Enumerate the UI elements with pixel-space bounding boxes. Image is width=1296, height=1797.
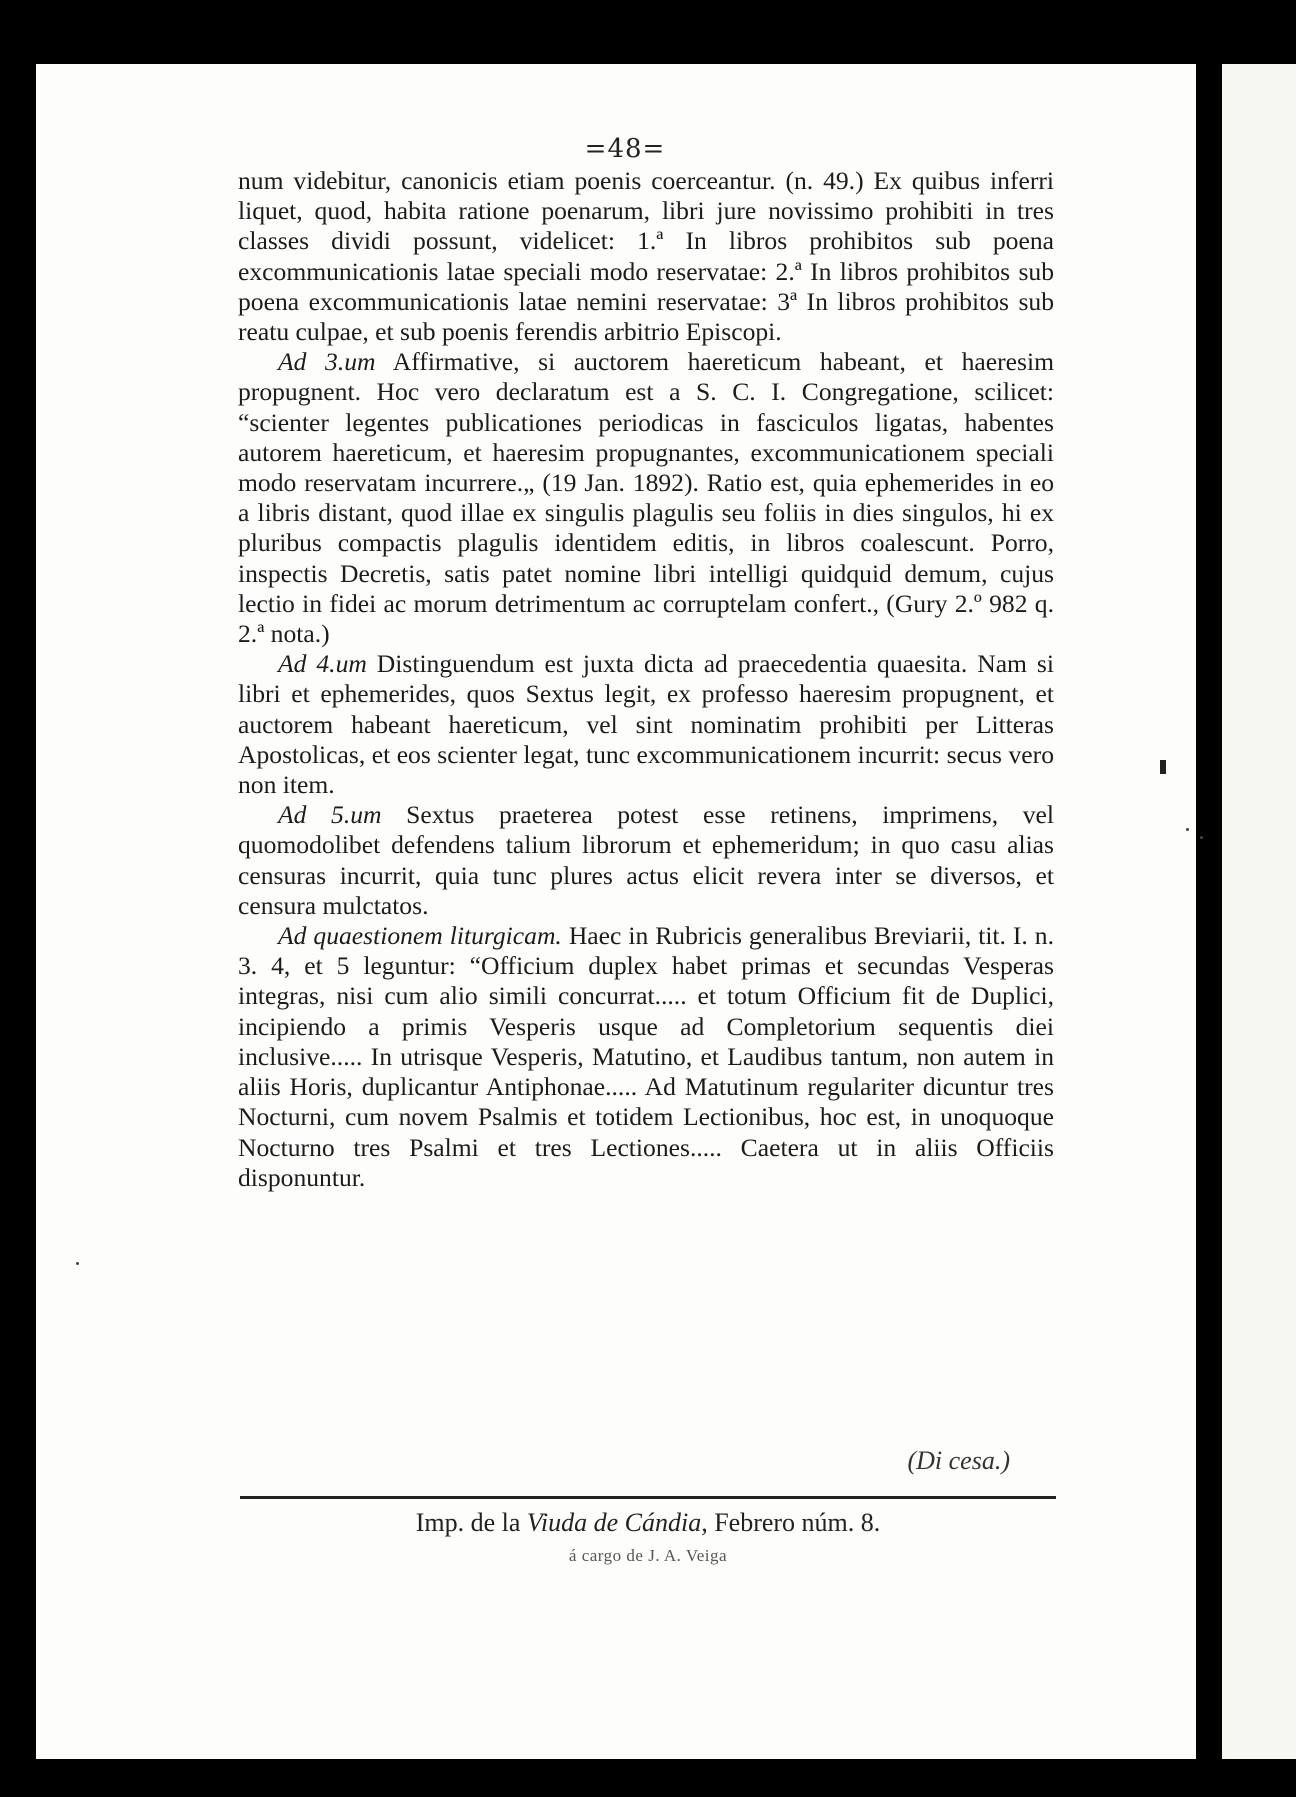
- scan-mark: [1160, 760, 1166, 774]
- paragraph-lead: Ad quaestionem liturgicam.: [278, 921, 562, 951]
- paragraph-text: Sextus praeterea potest esse retinens, imprimens, vel quomodolibet defendens talium librorum et ephemeridum; in quo casu alias censuras incurrit, quia tunc plures actus elicit revera inter se diversos, et censura mulctatos.: [238, 800, 1054, 920]
- paragraph-text: num videbitur, canonicis etiam poenis coerceantur. (n. 49.) Ex quibus inferri liquet, quod, habita ratione poenarum, libri jure novissimo prohibiti in tres classes dividi possunt, videlicet: 1.ª In libros prohibitos sub poena excommunicationis latae speciali modo reservatae: 2.ª In libros prohibitos sub poena excommunicationis latae nemini reservatae: 3ª In libros prohibitos sub reatu culpae, et sub poenis ferendis arbitrio Episcopi.: [238, 166, 1054, 347]
- paragraph-ad-4: [238, 649, 1054, 800]
- paragraph-continuation: [238, 166, 1054, 347]
- imprint: [240, 1508, 1056, 1538]
- imprint-suffix: Febrero núm. 8.: [714, 1508, 881, 1537]
- imprint-sub: á cargo de J. A. Veiga: [568, 1546, 728, 1565]
- imprint-prefix: Imp. de la: [415, 1508, 521, 1537]
- scan-speck: [1200, 836, 1203, 839]
- scan-speck: [76, 1262, 79, 1265]
- paragraph-text: Distinguendum est juxta dicta ad praecedentia quaesita. Nam si libri et ephemerides, quos Sextus legit, ex professo haeresim propugnent, et auctorem habeant haereticum, vel sint nominatim prohibiti per Litteras Apostolicas, et eos scienter legat, tunc excommunicationem incurrit: secus vero non item.: [238, 649, 1054, 800]
- scan-speck: [1186, 828, 1189, 831]
- adjacent-page-edge: [1222, 64, 1296, 1759]
- page-number: =48=: [584, 134, 666, 164]
- body-text: [238, 166, 1054, 1193]
- paragraph-lead: Ad 5.um: [278, 800, 382, 830]
- paragraph-text: Affirmative, si auctorem haereticum habeant, et haeresim propugnent. Hoc vero declaratum est a S. C. I. Congregatione, scilicet: “scienter legentes publicationes periodicas in fasciculos ligatas, habentes autorem haereticum, et haeresim propugnantes, excommunicationem speciali modo reservatam incurrere.„ (19 Jan. 1892). Ratio est, quia ephemerides in eo a libris distant, quod illae ex singulis plagulis seu foliis in dies singulos, hi ex pluribus compactis plagulis identidem editis, in libros coalescunt. Porro, inspectis Decretis, satis patet nomine libri intelligi quidquid demum, cujus lectio in fidei ac morum detrimentum ac corruptelam confert., (Gury 2.º 982 q. 2.ª nota.): [238, 347, 1054, 649]
- paragraph-ad-5: [238, 800, 1054, 921]
- signoff: (Di cesa.): [907, 1446, 1010, 1475]
- paragraph-text: Haec in Rubricis generalibus Breviarii, tit. I. n. 3. 4, et 5 leguntur: “Officium duplex habet primas et secundas Vesperas integras, nisi cum alio simili concurrat..... et totum Officium fit de Duplici, incipiendo a primis Vesperis usque ad Completorium sequentis diei inclusive..... In utrisque Vesperis, Matutino, et Laudibus tantum, non autem in aliis Horis, duplicantur Antiphonae..... Ad Matutinum regulariter dicuntur tres Nocturni, cum novem Psalmis et totidem Lectionibus, hoc est, in unoquoque Nocturno tres Psalmi et tres Lectiones..... Caetera ut in aliis Officiis disponuntur.: [238, 921, 1054, 1192]
- paragraph-lead: Ad 4.um: [278, 649, 367, 679]
- paragraph-lead: Ad 3.um: [278, 347, 376, 377]
- imprint-press: Viuda de Cándia,: [526, 1508, 708, 1537]
- paragraph-ad-3: [238, 347, 1054, 649]
- footer-rule: [240, 1496, 1056, 1499]
- paragraph-liturgical: [238, 921, 1054, 1193]
